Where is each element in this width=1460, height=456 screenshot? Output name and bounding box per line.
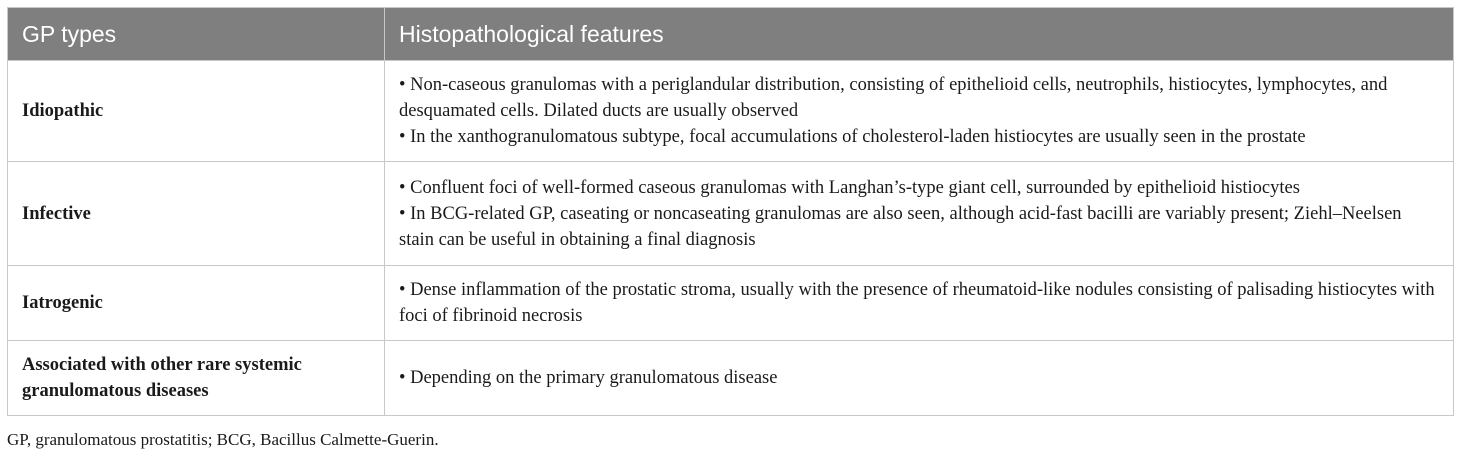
features-cell [385,341,1454,416]
gp-type-cell: Associated with other rare systemic granulomatous diseases [8,341,385,416]
features-cell [385,61,1454,162]
table-footnote: GP, granulomatous prostatitis; BCG, Bacillus Calmette-Guerin. [7,430,439,449]
header-histopathological-features: Histopathological features [385,8,1454,61]
table-body [8,61,1454,416]
gp-type-cell: Idiopathic [8,61,385,162]
table-row [8,162,1454,266]
table-row [8,341,1454,416]
gp-table-container [7,7,1453,416]
features-cell [385,266,1454,341]
table-row [8,266,1454,341]
header-row [8,8,1454,61]
table-header [8,8,1454,61]
gp-type-cell: Iatrogenic [8,266,385,341]
feature-item: • In BCG-related GP, caseating or noncaseating granulomas are also seen, although acid-fast bacilli are variably present; Ziehl–Neelsen stain can be useful in obtaining a final diagnosis [399,203,1402,250]
gp-type-cell: Infective [8,162,385,266]
feature-item: • Dense inflammation of the prostatic stroma, usually with the presence of rheumatoid-like nodules consisting of palisading histiocytes with foci of fibrinoid necrosis [399,280,1435,326]
header-gp-types: GP types [8,8,385,61]
feature-item: • In the xanthogranulomatous subtype, focal accumulations of cholesterol-laden histiocytes are usually seen in the prostate [399,127,1306,147]
gp-histopathology-table [7,7,1454,416]
features-cell [385,162,1454,266]
feature-item: • Depending on the primary granulomatous disease [399,368,778,388]
feature-item: • Confluent foci of well-formed caseous granulomas with Langhan’s-type giant cell, surrounded by epithelioid histiocytes [399,177,1300,198]
feature-item: • Non-caseous granulomas with a periglandular distribution, consisting of epithelioid cells, neutrophils, histiocytes, lymphocytes, and desquamated cells. Dilated ducts are usually observed [399,75,1388,121]
table-row [8,61,1454,162]
